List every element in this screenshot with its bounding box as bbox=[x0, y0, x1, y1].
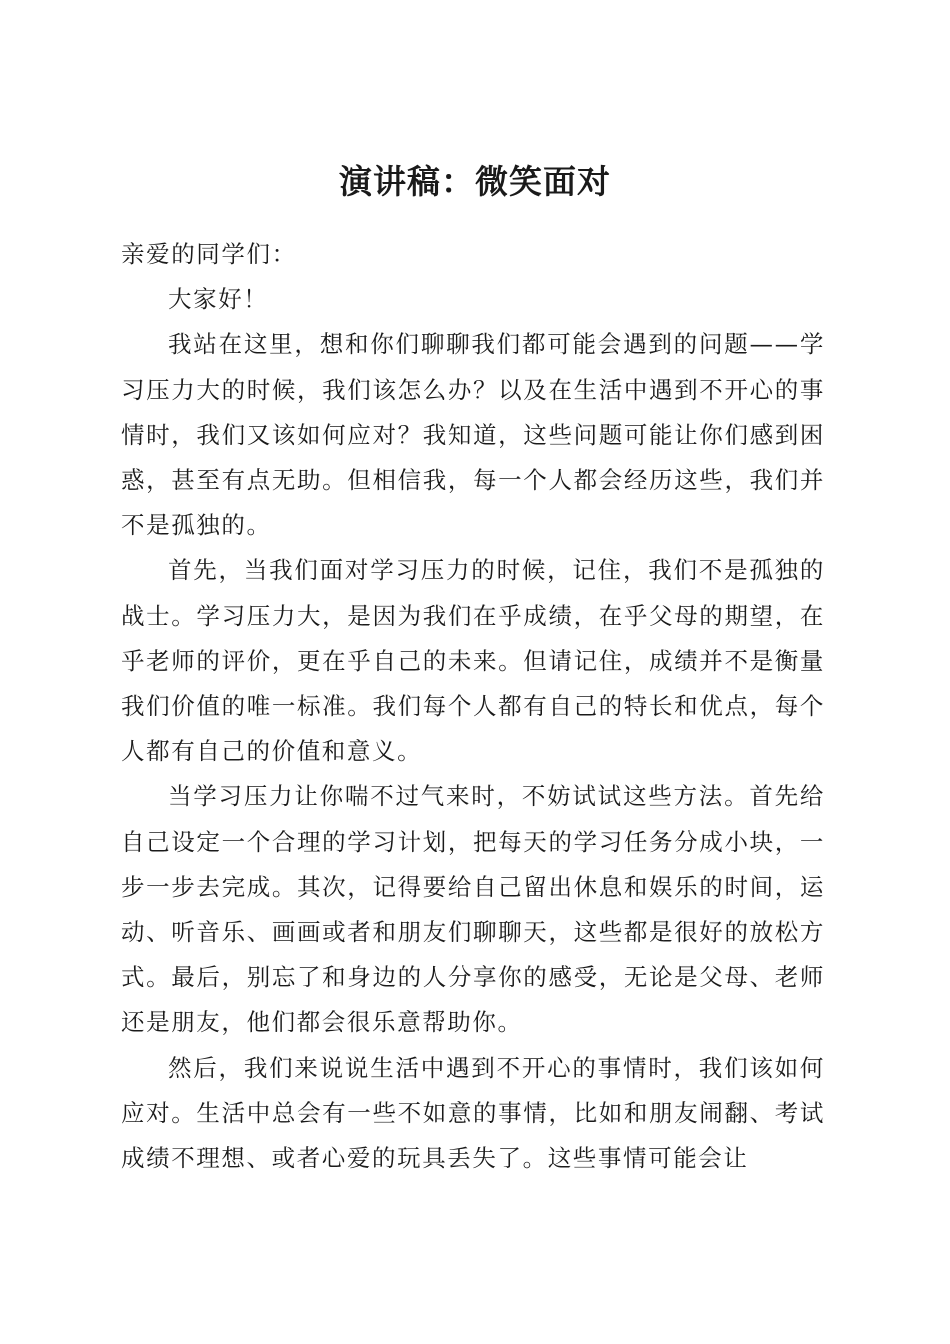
paragraph-greeting: 大家好！ bbox=[168, 285, 269, 314]
page-title: 演讲稿：微笑面对 bbox=[339, 162, 611, 202]
speech-body bbox=[121, 232, 825, 1181]
paragraph-coping-methods: 当学习压力让你喘不过气来时，不妨试试这些方法。首先给自己设定一个合理的学习计划，把每天的学习任务分成小块，一步一步去完成。其次，记得要给自己留出休息和娱乐的时间，运动、听音乐、画画或者和朋友们聊聊天，这些都是很好的放松方式。最后，别忘了和身边的人分享你的感受，无论是父母、老师还是朋友，他们都会很乐意帮助你。 bbox=[121, 782, 825, 1037]
paragraph-study-pressure: 首先，当我们面对学习压力的时候，记住，我们不是孤独的战士。学习压力大，是因为我们在乎成绩，在乎父母的期望，在乎老师的评价，更在乎自己的未来。但请记住，成绩并不是衡量我们价值的唯一标准。我们每个人都有自己的特长和优点，每个人都有自己的价值和意义。 bbox=[121, 556, 825, 766]
salutation: 亲爱的同学们： bbox=[121, 240, 297, 268]
paragraph-intro: 我站在这里，想和你们聊聊我们都可能会遇到的问题——学习压力大的时候，我们该怎么办？以及在生活中遇到不开心的事情时，我们又该如何应对？我知道，这些问题可能让你们感到困惑，甚至有点无助。但相信我，每一个人都会经历这些，我们并不是孤独的。 bbox=[121, 330, 825, 540]
paragraph-unhappy-events: 然后，我们来说说生活中遇到不开心的事情时，我们该如何应对。生活中总会有一些不如意的事情，比如和朋友闹翻、考试成绩不理想、或者心爱的玩具丢失了。这些事情可能会让 bbox=[121, 1053, 825, 1173]
